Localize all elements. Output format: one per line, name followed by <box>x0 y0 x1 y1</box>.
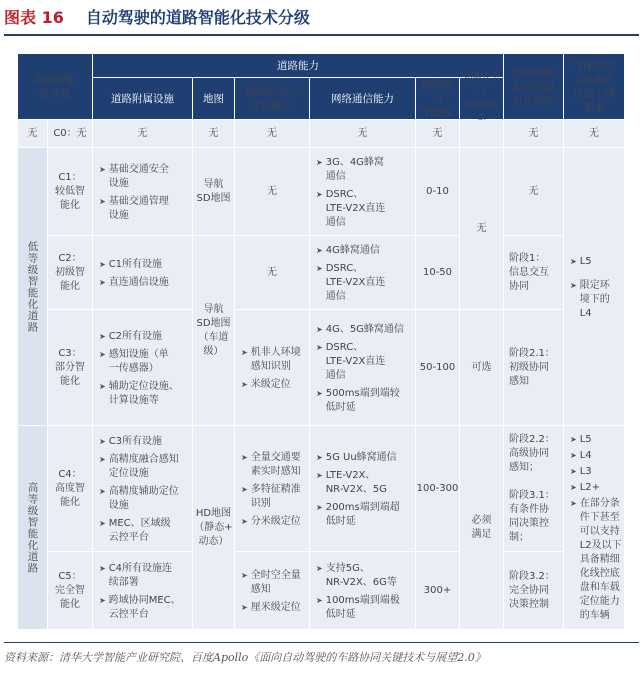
c4-level: C4： 高度智 能化 <box>48 426 93 552</box>
list-item: ➤ 在部分条 件下甚至 可以支持 L2及以下 具备精细 化线控底 盘和车载 定位能力 的车辆 <box>570 498 622 621</box>
header-perception: 感知识别与 定位能力 <box>235 78 310 120</box>
c3-network <box>310 310 416 426</box>
group-high: 高等级智能化道路 <box>18 426 48 630</box>
c0-safety <box>460 120 504 148</box>
c3-level: C3： 部分智 能化 <box>48 310 93 426</box>
c2-compute: 10-50 <box>416 236 460 310</box>
list-item: ➤ 米级定位 <box>241 378 291 390</box>
list-item: ➤ 感知设施（单 一传感器） <box>99 348 169 374</box>
list-item: ➤ 全时空全量 感知 <box>241 569 301 595</box>
list-item: ➤ 4G蜂窝通信 <box>316 244 380 256</box>
c1-perception: 无 <box>235 148 310 236</box>
list-item: ➤ LTE-V2X、 NR-V2X、5G <box>316 469 387 495</box>
list-item: ➤ 100ms端到端极 低时延 <box>316 594 400 620</box>
list-item: ➤ 4G、5G蜂窝通信 <box>316 323 404 335</box>
list-item: ➤ C1所有设施 <box>99 258 163 270</box>
group-low: 低等级智能化道路 <box>18 148 48 426</box>
c1c2-safety: 无 <box>460 148 504 310</box>
figure-number: 图表 16 <box>4 8 64 27</box>
list-item: ➤ 全量交通要 素实时感知 <box>241 451 301 477</box>
c0-group-cell: 无 <box>18 120 48 148</box>
c2-level: C2： 初级智 能化 <box>48 236 93 310</box>
list-item: ➤ C2所有设施 <box>99 330 163 342</box>
c2-perception: 无 <box>235 236 310 310</box>
c0-perception: 无 <box>235 120 310 148</box>
high-map: HD地图 （静态+ 动态） <box>193 426 235 630</box>
c1-network <box>310 148 416 236</box>
list-item: ➤ 500ms端到端较 低时延 <box>316 387 400 413</box>
c4-compute: 100-300 <box>416 426 460 552</box>
c4-facilities <box>93 426 193 552</box>
c0-facilities: 无 <box>93 120 193 148</box>
source-note: 资料来源：清华大学智能产业研究院、百度Apollo《面向自动驾驶的车路协同关键技术与展望2.0》 <box>4 642 639 665</box>
list-item: ➤ 5G Uu蜂窝通信 <box>316 451 397 463</box>
list-item: ➤ L5 <box>570 255 592 267</box>
list-item: ➤ L3 <box>570 466 592 477</box>
c5-level: C5： 完全智 能化 <box>48 552 93 630</box>
list-item: ➤ 厘米级定位 <box>241 601 301 613</box>
c3-compute: 50-100 <box>416 310 460 426</box>
c5-perception <box>235 552 310 630</box>
header-network: 网络通信能力 <box>310 78 416 120</box>
c0-network: 无 <box>310 120 416 148</box>
list-item: ➤ C4所有设施连 续部署 <box>99 562 173 588</box>
c1-facilities <box>93 148 193 236</box>
c0-map: 无 <box>193 120 235 148</box>
list-item: ➤ DSRC、 LTE-V2X直连 通信 <box>316 341 386 381</box>
low-vehicle <box>564 148 625 426</box>
list-item: ➤ 辅助定位设施、 计算设施等 <box>99 380 179 406</box>
header-safety: 功能安全与 SOTIF体 <box>460 78 504 120</box>
header-compute: 路端算力 TOPS <box>416 78 460 120</box>
list-item: ➤ MEC、区域级 云控平台 <box>99 517 171 543</box>
road-intelligence-table <box>18 54 625 630</box>
c1-level: C1： 较低智 能化 <box>48 148 93 236</box>
c1-map: 导航 SD地图 <box>193 148 235 236</box>
header-facilities: 道路附属设施 <box>93 78 193 120</box>
list-item: ➤ 限定环 境下的 L4 <box>570 279 610 319</box>
c5-compute: 300+ <box>416 552 460 630</box>
header-vicad: 与VICAD 发展阶段 对应情况 <box>504 54 564 120</box>
list-item: ➤ 支持5G、 NR-V2X、6G等 <box>316 562 397 588</box>
c5-facilities <box>93 552 193 630</box>
c2-facilities <box>93 236 193 310</box>
list-item: ➤ 直连通信设施 <box>99 276 169 288</box>
list-item: ➤ DSRC、 LTE-V2X直连 通信 <box>316 188 386 228</box>
header-road-level: 道路智能 化等级 <box>18 54 93 120</box>
list-item: ➤ 200ms端到端超 低时延 <box>316 501 400 527</box>
list-item: ➤ L2+ <box>570 482 601 493</box>
list-item: ➤ 分米级定位 <box>241 515 301 527</box>
list-item: ➤ DSRC、 LTE-V2X直连 通信 <box>316 262 386 302</box>
c0-vicad: 无 <box>504 120 564 148</box>
list-item: ➤ L5 <box>570 434 592 445</box>
header-vehicle: 可配套实 现L4闭 环的车辆 要求 <box>564 54 625 120</box>
c2c3-map: 导航 SD地图 （车道级） <box>193 236 235 426</box>
list-item: ➤ 基础交通安全 设施 <box>99 163 169 189</box>
c5-vicad: 阶段3.2： 完全协同 决策控制 <box>504 552 564 630</box>
c4-vicad: 阶段2.2： 高级协同 感知； 阶段3.1： 有条件协 同决策控 制； <box>504 426 564 552</box>
list-item: ➤ L4 <box>570 450 592 461</box>
list-item: ➤ 基础交通管理 设施 <box>99 195 169 221</box>
high-vehicle <box>564 426 625 630</box>
c3-vicad: 阶段2.1： 初级协同 感知 <box>504 310 564 426</box>
high-safety: 必须 满足 <box>460 426 504 630</box>
c1-compute: 0-10 <box>416 148 460 236</box>
c4-network <box>310 426 416 552</box>
c2-network <box>310 236 416 310</box>
list-item: ➤ 多特征精准 识别 <box>241 483 301 509</box>
c0-vehicle: 无 <box>564 120 625 148</box>
figure-title <box>4 8 639 36</box>
c0-level: C0：无 <box>48 120 93 148</box>
list-item: ➤ 高精度融合感知 定位设施 <box>99 453 179 479</box>
header-road-capability: 道路能力 <box>93 54 504 78</box>
list-item: ➤ 3G、4G蜂窝 通信 <box>316 156 384 182</box>
c5-network <box>310 552 416 630</box>
c0-compute: 无 <box>416 120 460 148</box>
c3-safety: 可选 <box>460 310 504 426</box>
c1-vicad: 无 <box>504 148 564 236</box>
list-item: ➤ 机非人环境 感知识别 <box>241 346 301 372</box>
list-item: ➤ 高精度辅助定位 设施 <box>99 485 179 511</box>
c3-perception <box>235 310 310 426</box>
list-item: ➤ 跨域协同MEC、 云控平台 <box>99 594 181 620</box>
c3-facilities <box>93 310 193 426</box>
header-map: 地图 <box>193 78 235 120</box>
figure-title-text: 自动驾驶的道路智能化技术分级 <box>85 8 310 27</box>
list-item: ➤ C3所有设施 <box>99 435 163 447</box>
c4-perception <box>235 426 310 552</box>
c2-vicad: 阶段1： 信息交互 协同 <box>504 236 564 310</box>
